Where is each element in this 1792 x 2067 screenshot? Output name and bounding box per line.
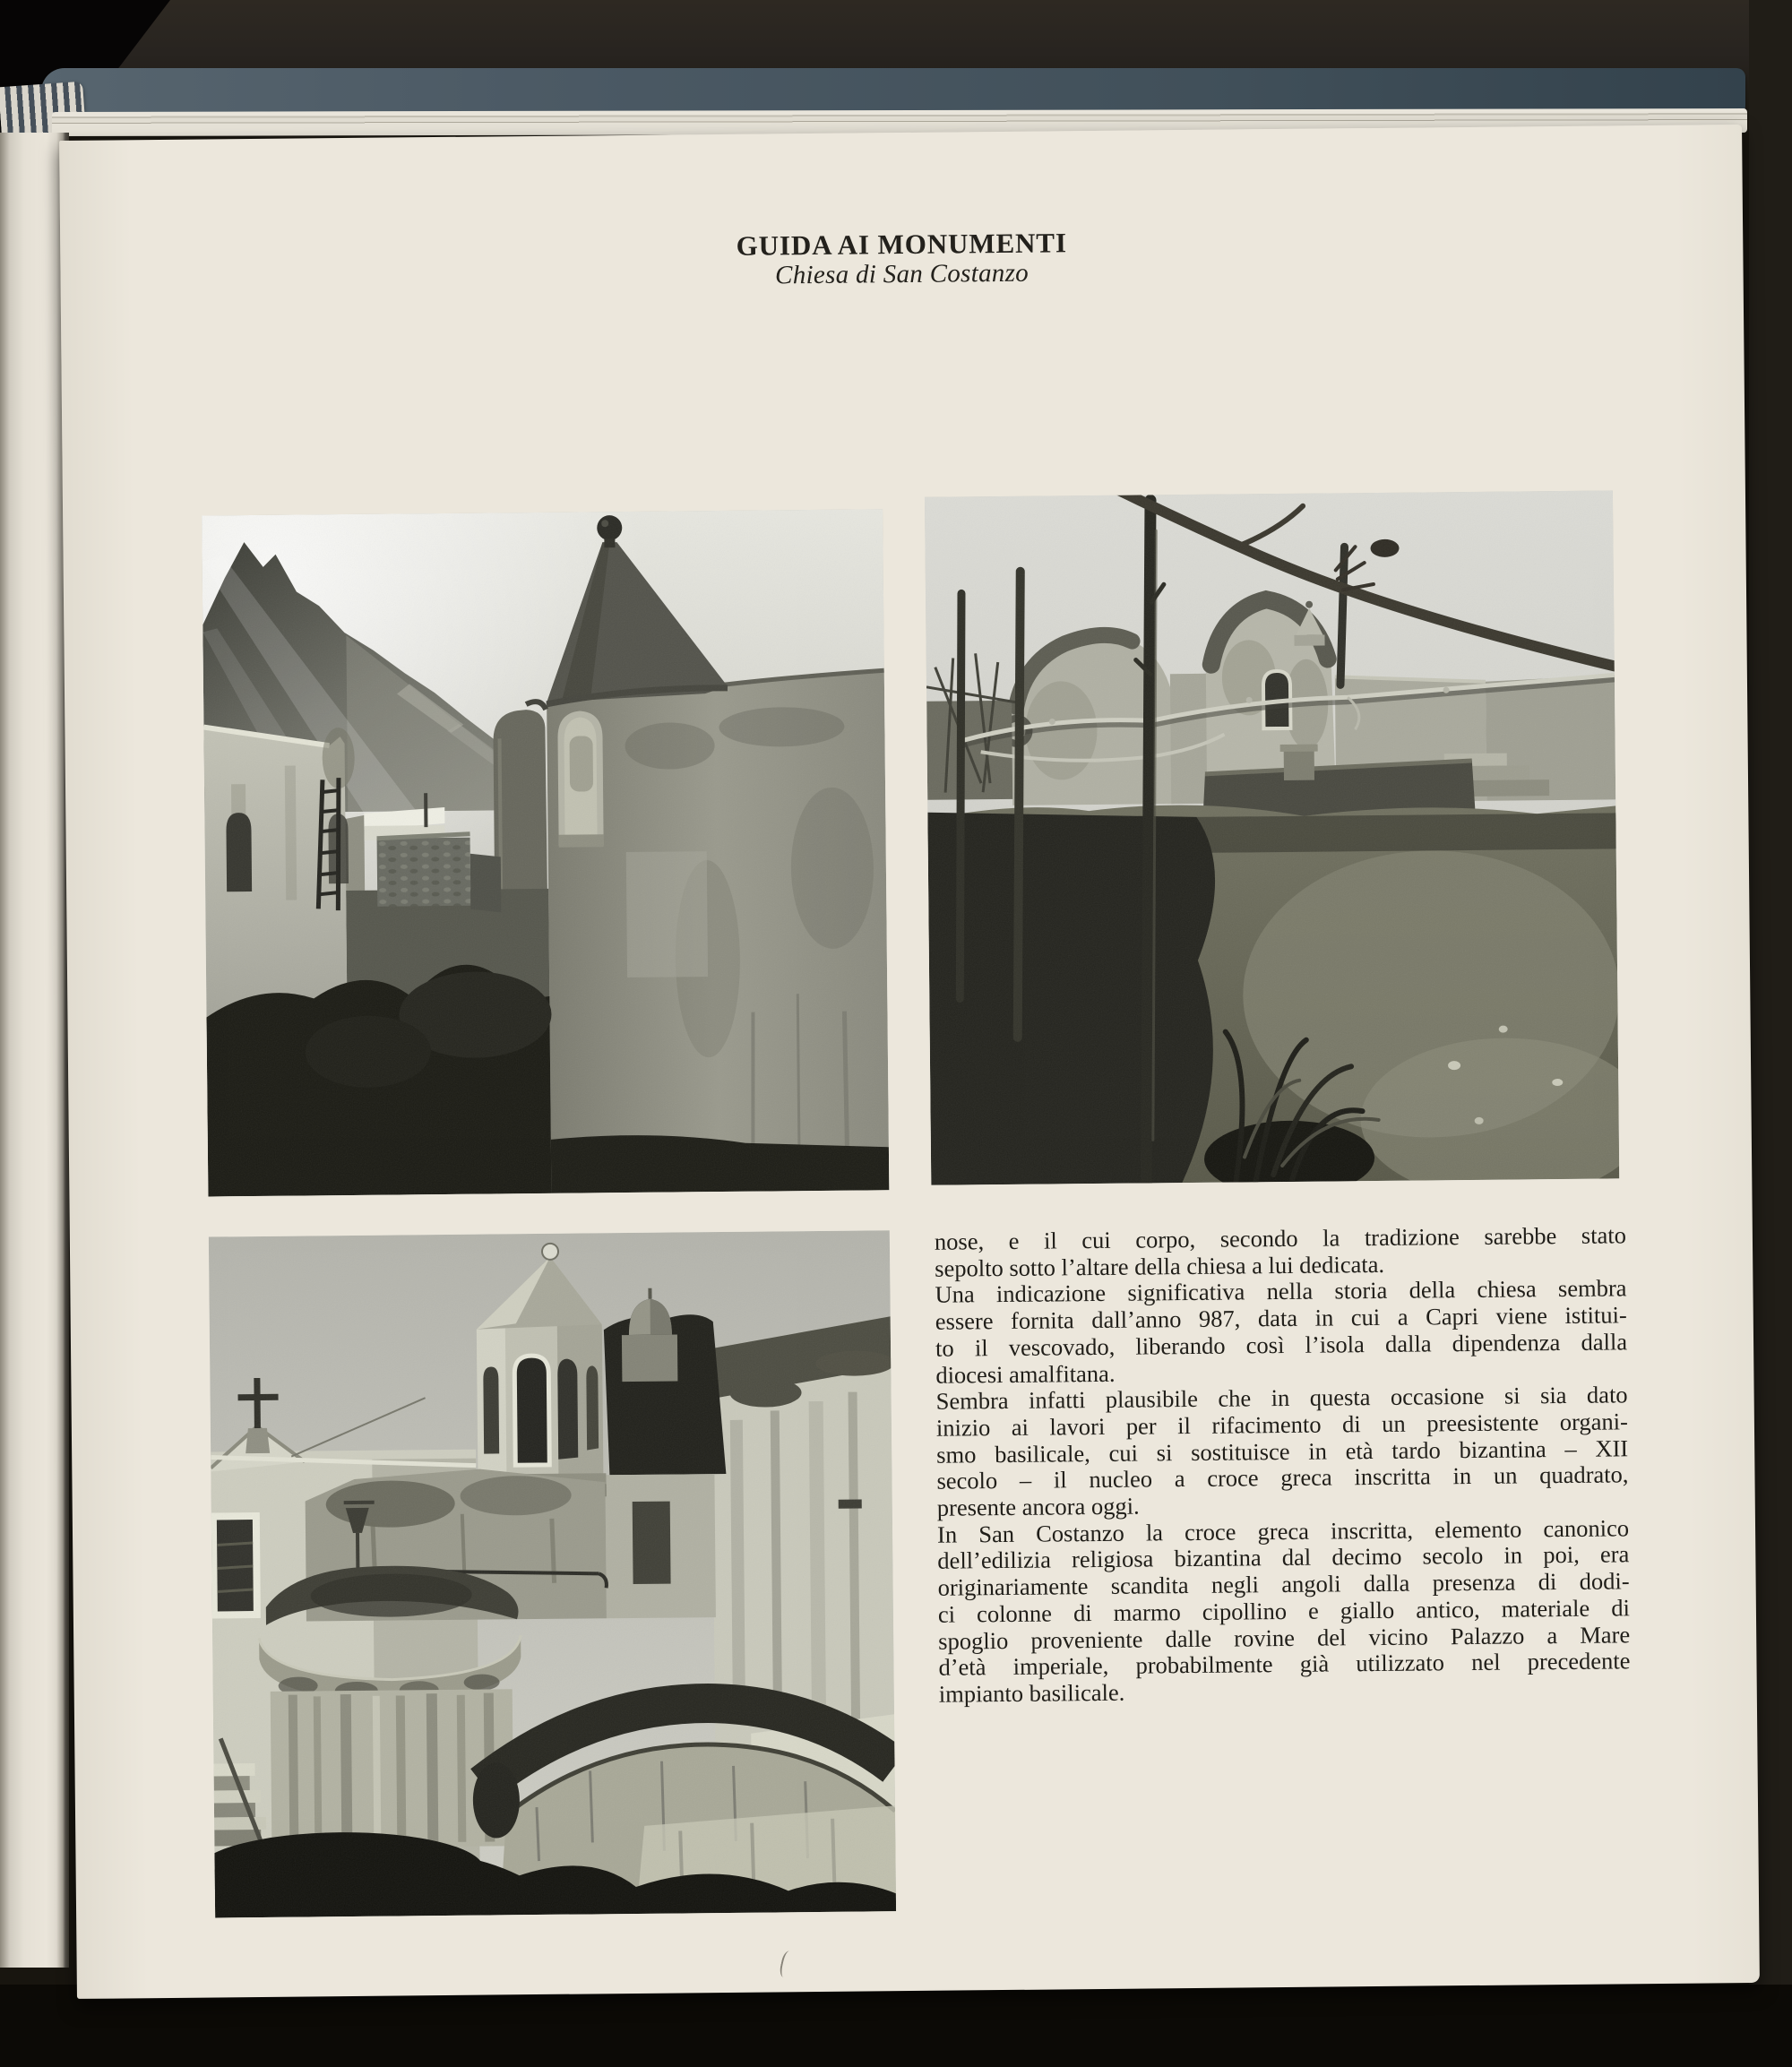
text-line: smo basilicale, cui si sostituisce in età tardo bizantina – XII xyxy=(936,1434,1629,1468)
pen-mark xyxy=(779,1950,795,1978)
book-page xyxy=(59,125,1760,1999)
text-line: originariamente scandita negli angoli dalla presenza di dodi- xyxy=(937,1567,1630,1601)
text-line: Una indicazione significativa nella storia della chiesa sembra xyxy=(935,1274,1627,1309)
text-line: nose, e il cui corpo, secondo la tradizione sarebbe stato xyxy=(934,1221,1627,1255)
text-line: sepolto sotto l’altare della chiesa a lui dedicata. xyxy=(935,1250,1385,1282)
text-line: dell’edilizia religiosa bizantina dal decimo secolo in poi, era xyxy=(937,1540,1630,1575)
text-line: essere fornita dall’anno 987, data in cui a Capri viene istitui- xyxy=(935,1301,1627,1335)
text-line: spoglio proveniente dalle rovine del vicino Palazzo a Mare xyxy=(938,1620,1631,1655)
text-line: In San Costanzo la croce greca inscritta, elemento canonico xyxy=(936,1514,1630,1548)
text-line: secolo – il nucleo a croce greca inscritta in un quadrato, xyxy=(936,1460,1629,1495)
text-line: Sembra infatti plausibile che in questa occasione si sia dato xyxy=(935,1381,1628,1415)
photo-church-vineyard xyxy=(925,490,1619,1184)
text-line: diocesi amalfitana. xyxy=(935,1359,1116,1389)
text-line: ci colonne di marmo cipollino e giallo antico, materiale di xyxy=(937,1594,1631,1628)
photo-dome-mountain xyxy=(202,509,889,1196)
photo-1-illustration xyxy=(202,509,889,1196)
text-line: inizio ai lavori per il rifacimento di un preesistente organi- xyxy=(935,1408,1629,1442)
photo-2-illustration xyxy=(925,490,1619,1184)
text-line: d’età imperiale, probabilmente già utilizzato nel precedente xyxy=(938,1647,1631,1681)
text-line: to il vescovado, liberando così l’isola dalla dipendenza dalla xyxy=(935,1328,1628,1362)
photo-3-illustration xyxy=(209,1230,896,1917)
book-spine xyxy=(41,68,1745,115)
page-subtitle: Chiesa di San Costanzo xyxy=(774,258,1030,290)
body-text-column xyxy=(935,1222,1631,1708)
left-page-block xyxy=(0,133,69,1968)
page-title: GUIDA AI MONUMENTI xyxy=(736,227,1068,262)
page-header xyxy=(60,221,1744,297)
text-line: presente ancora oggi. xyxy=(936,1492,1140,1521)
text-line: impianto basilicale. xyxy=(938,1678,1125,1708)
photo-rooftops-tower xyxy=(209,1230,896,1917)
